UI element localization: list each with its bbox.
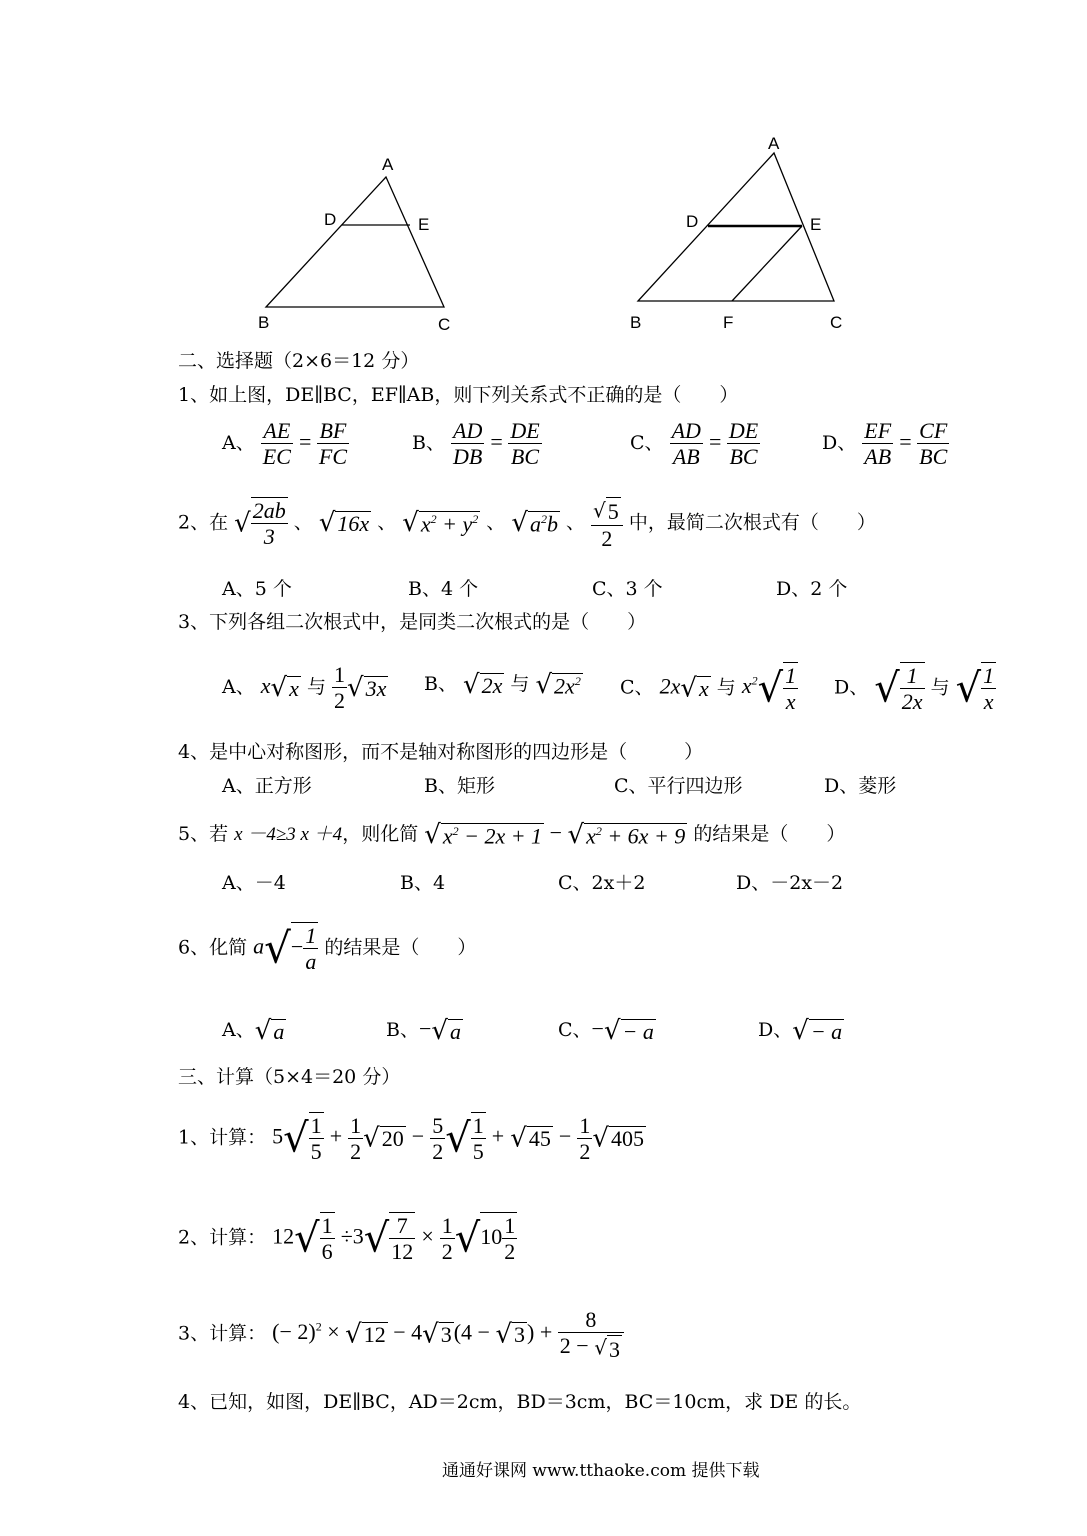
label-c: C: [438, 315, 451, 334]
q6-option-a: A、√a: [222, 1016, 285, 1046]
radical-expr-1: √ $\frac{2ab}{3}$: [234, 498, 286, 550]
option-label: D、: [822, 431, 857, 454]
q3-option-a: A、 x√x 与 $\frac{1}{2}$ √3x: [222, 662, 387, 714]
q6-stem: 6、化简 a√− $\frac{1}{a}$ 的结果是（ ）: [178, 923, 477, 975]
q5-option-d: D、－2x－2: [736, 872, 844, 894]
option-label: B、: [412, 431, 445, 454]
q1-stem: 1、如上图，DE∥BC，EF∥AB，则下列关系式不正确的是（ ）: [178, 384, 739, 406]
section2-title: 二、选择题（2×6＝12 分）: [178, 350, 420, 372]
q5-option-b: B、4: [400, 872, 446, 894]
radical-expr-5: $\frac{√5}{2}$: [591, 496, 623, 551]
fraction: $\frac{CF}{BC}$: [919, 418, 948, 470]
q1-option-b: B、 $\frac{AD}{DB}$ = $\frac{DE}{BC}$: [412, 418, 540, 470]
option-label: C、: [630, 431, 664, 454]
fraction: $\frac{AE}{EC}$: [262, 418, 291, 470]
option-label: A、: [222, 431, 255, 454]
label-d: D: [686, 212, 699, 231]
q4-option-c: C、平行四边形: [614, 775, 743, 797]
label-b: B: [630, 313, 642, 332]
q2-option-c: C、3 个: [592, 578, 663, 600]
fraction: $\frac{EF}{AB}$: [864, 418, 892, 470]
radical-expr-3: $√x^2 + y^2$: [402, 508, 479, 539]
label-d: D: [324, 210, 337, 229]
q4-stem: 4、是中心对称图形，而不是轴对称图形的四边形是（ ）: [178, 741, 704, 763]
q4-option-a: A、正方形: [222, 775, 312, 797]
q5-stem: 5、若 x －4≥3 x ＋4，则化简 $√x^2 - 2x + 1 - √x^2 + 6x + 9$ 的结果是（ ）: [178, 820, 846, 850]
q2-option-b: B、4 个: [408, 578, 479, 600]
q4-option-d: D、菱形: [824, 775, 897, 797]
calc-3: 3、计算： (− 2)$^2$ × √12 − 4√3(4 − √3) + $\frac{8}{2 - √3}$: [178, 1307, 624, 1362]
q3-stem: 3、下列各组二次根式中，是同类二次根式的是（ ）: [178, 611, 647, 633]
right-triangle-figure: [620, 130, 860, 340]
left-triangle-figure: [250, 150, 470, 340]
q5-option-c: C、2x＋2: [558, 872, 646, 894]
fraction: $\frac{DE}{BC}$: [510, 418, 540, 470]
label-e: E: [810, 215, 822, 234]
segment-ef: [732, 226, 802, 301]
label-a: A: [768, 134, 780, 153]
radical-expr-4: $√a^2b$: [511, 508, 558, 539]
label-f: F: [723, 313, 734, 332]
q3-option-b: B、 √2x 与 $√2x^2$: [424, 670, 581, 700]
q3-option-d: D、 √ $\frac{1}{2x}$ 与 √ $\frac{1}{x}$: [834, 663, 995, 715]
q1-option-d: D、 $\frac{EF}{AB}$ = $\frac{CF}{BC}$: [822, 418, 948, 470]
radical-expr-2: √16x: [318, 508, 370, 539]
q1-option-c: C、 $\frac{AD}{AB}$ = $\frac{DE}{BC}$: [630, 418, 759, 470]
fraction: $\frac{BF}{FC}$: [318, 418, 347, 470]
q5-option-a: A、－4: [222, 872, 286, 894]
footer-source: 通通好课网 www.tthaoke.com 提供下载: [442, 1461, 760, 1481]
q6-option-c: C、−√− a: [558, 1016, 654, 1046]
label-c: C: [830, 313, 843, 332]
calc-1: 1、计算： 5√ $\frac{1}{5}$ + $\frac{1}{2}$ √20 − $\frac{5}{2}$ √ $\frac{1}{5}$ + √45 − $\frac{1}{2}$ √405: [178, 1112, 644, 1165]
q6-option-d: D、√− a: [758, 1016, 843, 1046]
fraction: $\frac{AD}{DB}$: [453, 418, 483, 470]
q1-option-a: A、 $\frac{AE}{EC}$ = $\frac{BF}{FC}$: [222, 418, 347, 470]
q6-option-b: B、−√a: [386, 1016, 461, 1046]
fraction: $\frac{AD}{AB}$: [671, 418, 701, 470]
label-b: B: [258, 313, 270, 332]
q4-option-b: B、矩形: [424, 775, 495, 797]
q3-option-c: C、 2x√x 与 $x^2√$ $\frac{1}{x}$: [620, 663, 797, 715]
q2-stem: 2、在 √ $\frac{2ab}{3}$ 、 √16x 、 $√x^2 + y^2$ 、 $√a^2b$ 、 $\frac{√5}{2}$ 中，最简二次根式有（ ）: [178, 496, 876, 551]
section3-title: 三、计算（5×4＝20 分）: [178, 1066, 401, 1088]
calc-2: 2、计算： 12√ $\frac{1}{6}$ ÷3√ $\frac{7}{12}$ × $\frac{1}{2}$ √10 $\frac{1}{2}$: [178, 1212, 516, 1265]
label-e: E: [418, 215, 430, 234]
q2-option-d: D、2 个: [776, 578, 848, 600]
fraction: $\frac{DE}{BC}$: [728, 418, 759, 470]
label-a: A: [382, 155, 394, 174]
calc-4: 4、已知，如图，DE∥BC，AD＝2cm，BD＝3cm，BC＝10cm，求 DE 的长。: [178, 1391, 862, 1413]
q2-option-a: A、5 个: [222, 578, 292, 600]
triangle-abc-left: [266, 177, 444, 307]
